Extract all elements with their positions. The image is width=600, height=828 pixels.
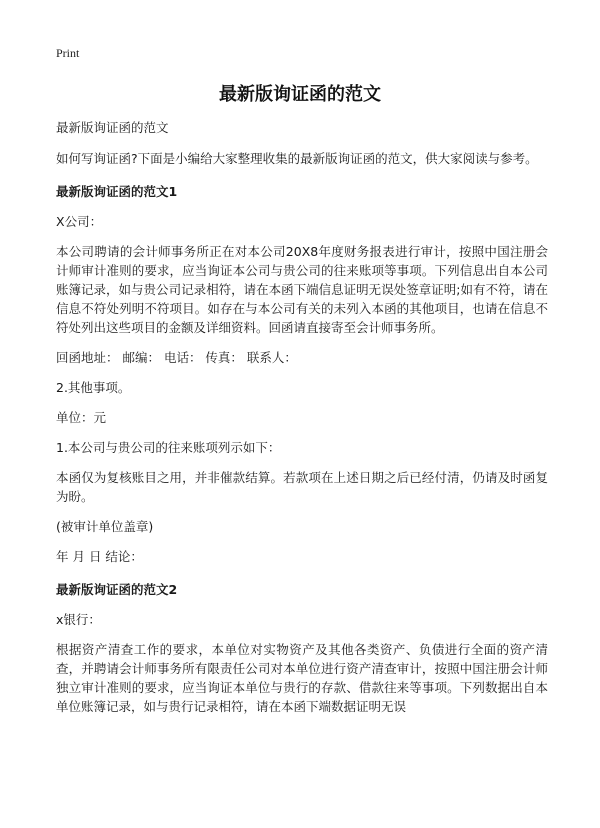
date-conclusion-line: 年 月 日 结论： xyxy=(56,549,143,564)
section1-heading: 最新版询证函的范文1 xyxy=(56,184,178,199)
seal-line: (被审计单位盖章) xyxy=(56,519,154,534)
section2-salutation: x银行： xyxy=(56,612,101,627)
section1-paragraph: 本公司聘请的会计师事务所正在对本公司20X8年度财务报表进行审计，按照中国注册会计师审计准则的要求，应当询证本公司与贵公司的往来账项等事项。下列信息出自本公司账簿记录，如与贵公司记录相符，请在本函下端信息证明无误处签章证明;如有不符，请在信息不符处列明不符项目。如存在与本公司有关的未列入本函的其他项目，也请在信息不符处列出这些项目的金额及详细资料。回函请直接寄至会计师事务所。 xyxy=(56,244,548,335)
print-label: Print xyxy=(56,46,80,60)
document-body xyxy=(56,118,548,727)
intro-paragraph: 如何写询证函?下面是小编给大家整理收集的最新版询证函的范文，供大家阅读与参考。 xyxy=(56,151,538,166)
page-title: 最新版询证函的范文 xyxy=(219,84,381,105)
accounts-item: 1.本公司与贵公司的往来账项列示如下： xyxy=(56,440,281,455)
other-matters: 2.其他事项。 xyxy=(56,380,131,395)
section1-salutation: X公司： xyxy=(56,214,103,229)
unit-line: 单位：元 xyxy=(56,410,107,425)
note-paragraph: 本函仅为复核账目之用，并非催款结算。若款项在上述日期之后已经付清，仍请及时函复为盼。 xyxy=(56,470,548,504)
subtitle: 最新版询证函的范文 xyxy=(56,120,169,135)
section2-heading: 最新版询证函的范文2 xyxy=(56,582,178,597)
reply-info-line: 回函地址： 邮编： 电话： 传真： 联系人： xyxy=(56,350,297,365)
section2-paragraph: 根据资产清查工作的要求，本单位对实物资产及其他各类资产、负债进行全面的资产清查，并聘请会计师事务所有限责任公司对本单位进行资产清查审计，按照中国注册会计师独立审计准则的要求，应当询证本单位与贵行的存款、借款往来等事项。下列数据出自本单位账簿记录，如与贵行记录相符，请在本函下端数据证明无误 xyxy=(56,642,548,714)
